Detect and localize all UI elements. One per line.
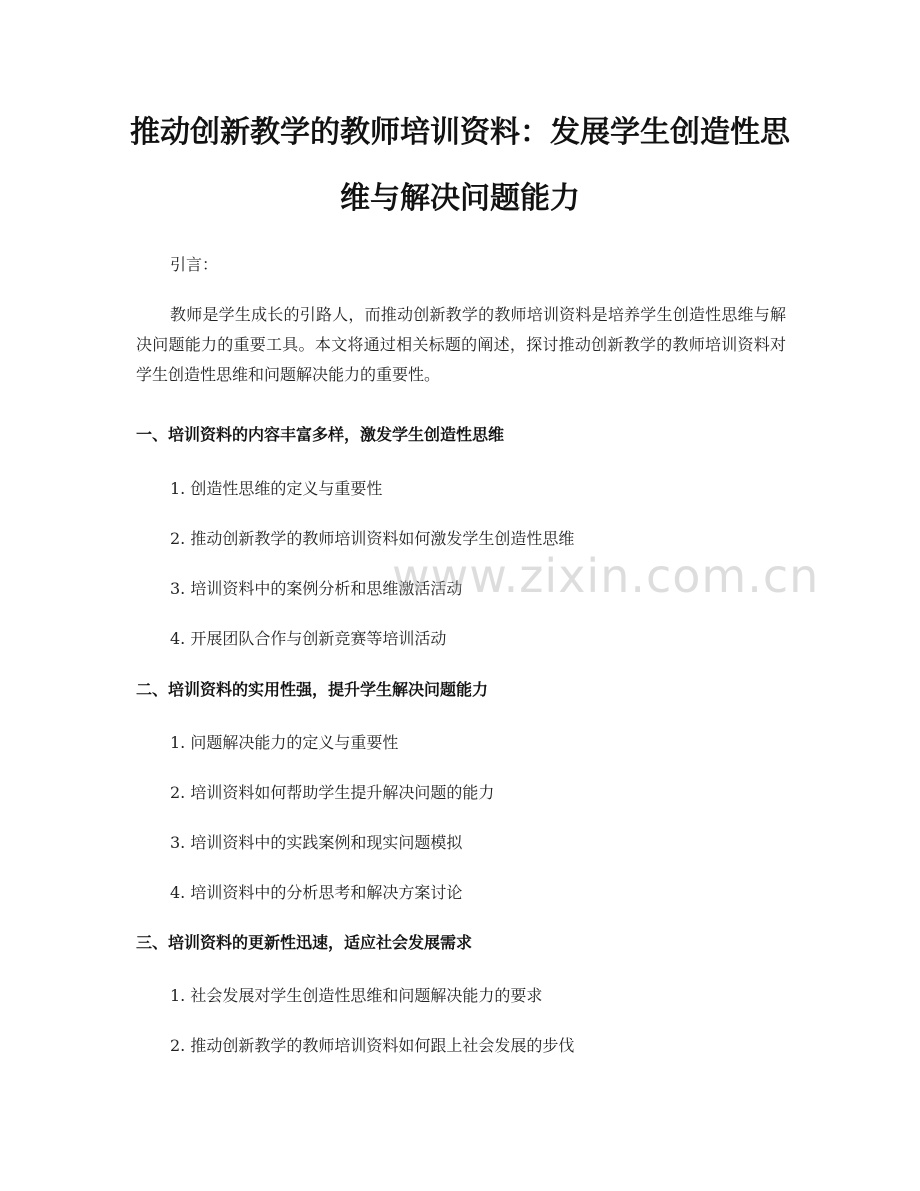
list-item: 2. 推动创新教学的教师培训资料如何跟上社会发展的步伐	[170, 1036, 575, 1055]
list-item: 1. 创造性思维的定义与重要性	[170, 479, 383, 498]
watermark: www.zixin.com.cn	[392, 549, 820, 603]
list-item: 1. 社会发展对学生创造性思维和问题解决能力的要求	[170, 986, 543, 1005]
list-item: 3. 培训资料中的案例分析和思维激活活动	[170, 579, 463, 598]
document-title: 推动创新教学的教师培训资料：发展学生创造性思维与解决问题能力	[130, 115, 790, 216]
list-item: 1. 问题解决能力的定义与重要性	[170, 733, 399, 752]
section-heading-3: 三、培训资料的更新性迅速，适应社会发展需求	[136, 933, 473, 952]
list-item: 3. 培训资料中的实践案例和现实问题模拟	[170, 833, 463, 852]
list-item: 2. 推动创新教学的教师培训资料如何激发学生创造性思维	[170, 529, 575, 548]
section-heading-2: 二、培训资料的实用性强，提升学生解决问题能力	[136, 680, 489, 699]
intro-paragraph: 教师是学生成长的引路人，而推动创新教学的教师培训资料是培养学生创造性思维与解决问题能力的重要工具。本文将通过相关标题的阐述，探讨推动创新教学的教师培训资料对学生创造性思维和问题解决能力的重要性。	[136, 305, 786, 384]
list-item: 2. 培训资料如何帮助学生提升解决问题的能力	[170, 783, 495, 802]
list-item: 4. 开展团队合作与创新竞赛等培训活动	[170, 629, 447, 648]
section-heading-1: 一、培训资料的内容丰富多样，激发学生创造性思维	[136, 425, 505, 444]
list-item: 4. 培训资料中的分析思考和解决方案讨论	[170, 883, 463, 902]
intro-label: 引言：	[170, 255, 219, 274]
